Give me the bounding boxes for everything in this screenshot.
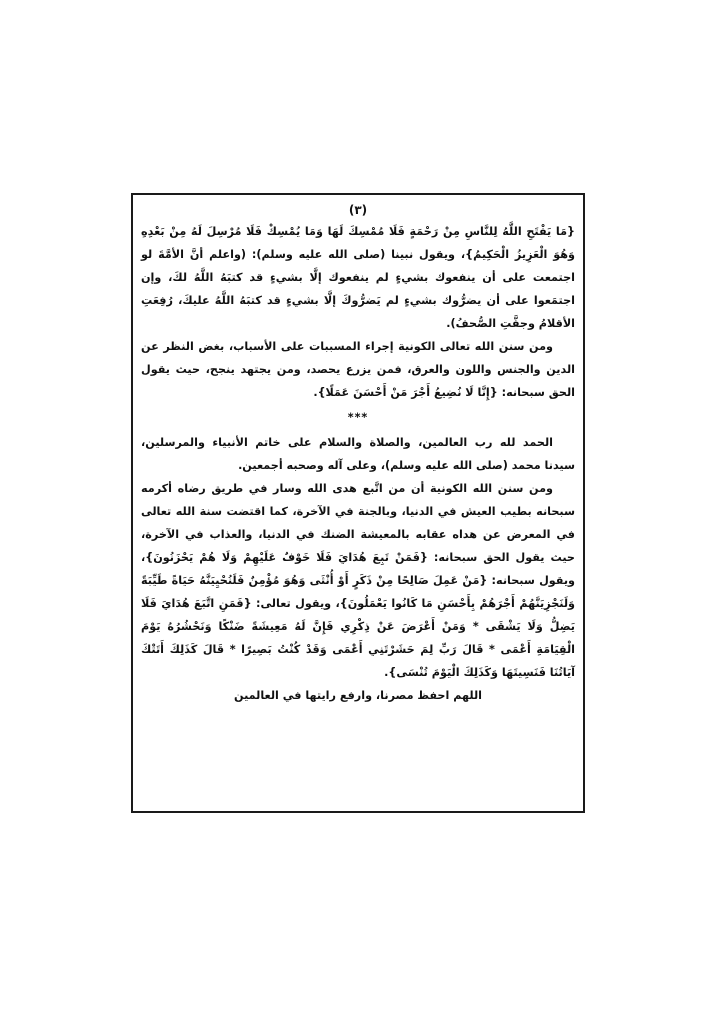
closing-prayer: اللهم احفظ مصرنا، وارفع رايتها في العالمين bbox=[234, 689, 482, 702]
paragraph-guidance: ومن سنن الله الكونية أن من اتَّبع هدى الله وسار في طريق رضاه أكرمه سبحانه بطيب العيش في الدنيا، وبالجنة في الآخرة، كما اقتضت سنة الله تعالى في المعرض عن هداه عقابه بالمعيشة الضنك في الدنيا، والعذاب في الآخرة، حيث يقول الحق سبحانه: {فَمَنْ تَبِعَ هُدَايَ فَلَا خَوْفٌ عَلَيْهِمْ وَلَا هُمْ يَحْزَنُونَ}، ويقول سبحانه: {مَنْ عَمِلَ صَالِحًا مِنْ ذَكَرٍ أَوْ أُنْثَى وَهُوَ مُؤْمِنٌ فَلَنُحْيِيَنَّهُ حَيَاةً طَيِّبَةً وَلَنَجْزِيَنَّهُمْ أَجْرَهُمْ بِأَحْسَنِ مَا كَانُوا يَعْمَلُونَ}، ويقول تعالى: {فَمَنِ اتَّبَعَ هُدَايَ فَلَا يَضِلُّ وَلَا يَشْقَى * وَمَنْ أَعْرَضَ عَنْ ذِكْرِي فَإِنَّ لَهُ مَعِيشَةً ضَنْكًا وَنَحْشُرُهُ يَوْمَ الْقِيَامَةِ أَعْمَى * قَالَ رَبِّ لِمَ حَشَرْتَنِي أَعْمَى وَقَدْ كُنْتُ بَصِيرًا * قَالَ كَذَلِكَ أَتَتْكَ آيَاتُنَا فَنَسِيتَهَا وَكَذَلِكَ الْيَوْمَ تُنْسَى}. bbox=[141, 482, 575, 679]
page-frame bbox=[131, 193, 585, 813]
section-separator: *** bbox=[347, 411, 369, 424]
document-body bbox=[141, 201, 575, 707]
paragraph-praise: الحمد لله رب العالمين، والصلاة والسلام على خاتم الأنبياء والمرسلين، سيدنا محمد (صلى الله عليه وسلم)، وعلى آله وصحبه أجمعين. bbox=[141, 436, 575, 472]
page-number: (٣) bbox=[348, 203, 368, 217]
paragraph-cosmic-laws: ومن سنن الله تعالى الكونية إجراء المسببات على الأسباب، بغض النظر عن الدين والجنس واللون والعرق، فمن يزرع يحصد، ومن يجتهد ينجح، حيث يقول الحق سبحانه: {إِنَّا لَا نُضِيعُ أَجْرَ مَنْ أَحْسَنَ عَمَلًا}. bbox=[141, 340, 575, 399]
paragraph-quran-hadith: {مَا يَفْتَحِ اللَّهُ لِلنَّاسِ مِنْ رَحْمَةٍ فَلَا مُمْسِكَ لَهَا وَمَا يُمْسِكْ فَلَا مُرْسِلَ لَهُ مِنْ بَعْدِهِ وَهُوَ الْعَزِيزُ الْحَكِيمُ}، ويقول نبينا (صلى الله عليه وسلم): (واعلم أنَّ الأمَّةَ لو اجتمعت على أن ينفعوك بشيءٍ لم ينفعوك إلَّا بشيءٍ قد كتبَهُ اللَّهُ لكَ، وإن اجتمَعوا على أن يضرُّوك بشيءٍ لم يَضرُّوكَ إلَّا بشيءٍ قد كتبَهُ اللَّهُ عليكَ، رُفِعَتِ الأقلامُ وجفَّتِ الصُّحفُ). bbox=[141, 225, 575, 330]
